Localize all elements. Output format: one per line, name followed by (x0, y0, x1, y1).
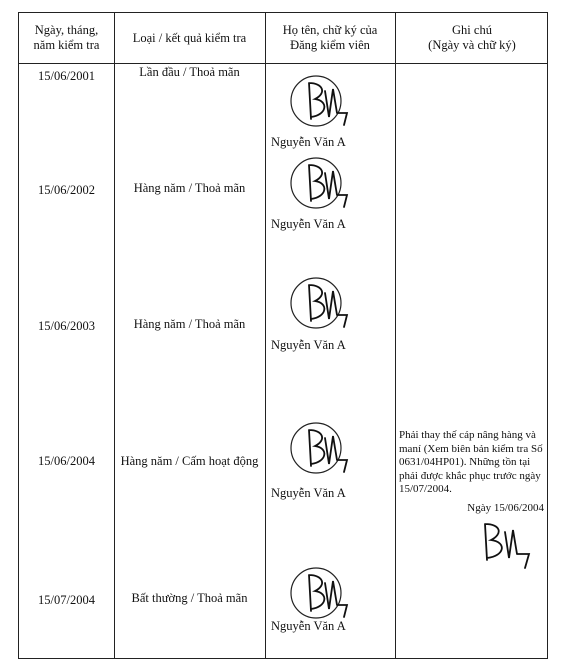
inspector-name: Nguyễn Văn A (271, 338, 346, 352)
header-divider (19, 63, 547, 64)
header-inspection-date: Ngày, tháng, năm kiểm tra (33, 23, 100, 52)
header-notes: Ghi chú (Ngày và chữ ký) (428, 23, 516, 52)
header-inspection-type-result: Loại / kết quả kiểm tra (132, 30, 247, 45)
inspector-name: Nguyễn Văn A (271, 486, 346, 500)
note-text: Phải thay thế cáp nâng hàng và maní (Xem biên bản kiểm tra Số 0631/04HP01). Những tồn tại phải được khắc phục trước ngày 15/07/2004. (399, 429, 543, 495)
inspector-signature-stamp (289, 561, 351, 623)
column-divider (114, 13, 115, 658)
inspector-signature-stamp (289, 69, 351, 131)
row-date: 15/07/2004 (38, 593, 95, 607)
column-divider (265, 13, 266, 658)
row-result: Hàng năm / Thoả mãn (133, 181, 246, 195)
row-result: Hàng năm / Cấm hoạt động (120, 454, 259, 468)
inspector-signature-stamp (289, 151, 351, 213)
inspector-signature-stamp (289, 271, 351, 333)
note-date: Ngày 15/06/2004 (467, 502, 544, 514)
row-result: Bất thường / Thoả mãn (131, 591, 248, 605)
row-date: 15/06/2004 (38, 454, 95, 468)
column-divider (395, 13, 396, 658)
row-result: Lần đầu / Thoả mãn (139, 65, 240, 79)
row-date: 15/06/2001 (38, 69, 95, 83)
note-signature (455, 518, 545, 574)
row-date: 15/06/2003 (38, 319, 95, 333)
inspector-name: Nguyễn Văn A (271, 135, 346, 149)
row-date: 15/06/2002 (38, 183, 95, 197)
inspector-name: Nguyễn Văn A (271, 217, 346, 231)
inspector-signature-stamp (289, 416, 351, 478)
header-inspector-name-signature: Họ tên, chữ ký của Đăng kiểm viên (282, 23, 378, 52)
row-result: Hàng năm / Thoả mãn (133, 317, 246, 331)
inspector-name: Nguyễn Văn A (271, 619, 346, 633)
